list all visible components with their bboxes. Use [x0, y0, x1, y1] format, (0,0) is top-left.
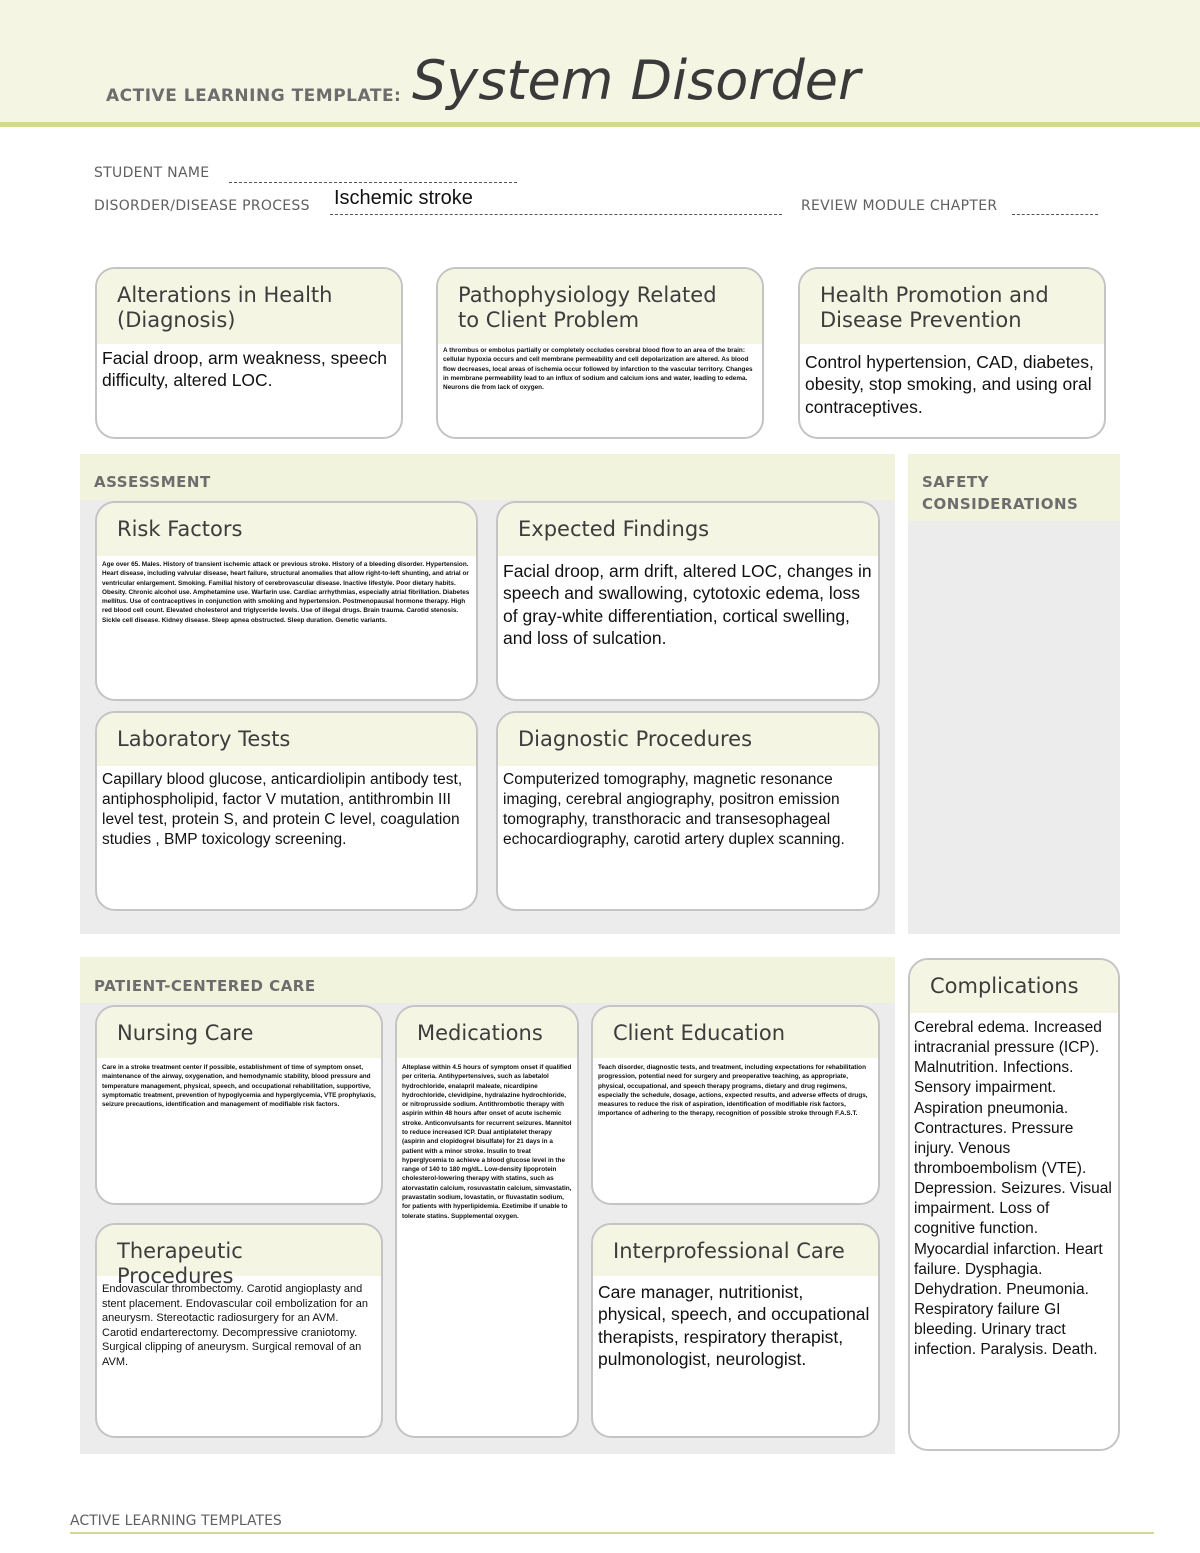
- safety-label: SAFETY CONSIDERATIONS: [922, 473, 1079, 513]
- risk-factors-body: Age over 65. Males. History of transient ischemic attack or previous stroke. History of a bleeding disorder. Hypertension. Heart disease, including valvular disease, heart failure, structural anomalies that allow right-to-left shunting, and atrial or ventricular enlargement. Smoking. Familial history of cerebrovascular disease. Inactive lifestyle. Poor dietary habits. Obesity. Chronic alcohol use. Amphetamine use. Warfarin use. Cardiac arrhythmias, especially atrial fibrillation. Diabetes mellitus. Use of contraceptives in conjunction with smoking and hypertension. Postmenopausal hormone therapy. High red blood cell count. Elevated cholesterol and triglyceride levels. Use of illegal drugs. Brain trauma. Carotid stenosis. Sickle cell disease. Kidney disease. Sleep apnea obstructed. Sleep duration. Genetic variants.: [102, 561, 470, 624]
- nursing-care-body: Care in a stroke treatment center if possible, establishment of time of symptom onset, maintenance of the airway, oxygenation, and hemodynamic stability, blood pressure and temperature management, physical, speech, and occupational rehabilitation, supportive, symptomatic treatment, prevention of hypoglycemia and hyperglycemia, VTE prophylaxis, seizure precautions, identification and management of modifiable risk factors.: [102, 1064, 376, 1109]
- laboratory-tests-card: [95, 711, 478, 911]
- disorder-field[interactable]: [330, 214, 782, 215]
- footer-divider: [70, 1532, 1154, 1534]
- laboratory-tests-body: Capillary blood glucose, anticardiolipin antibody test, antiphospholipid, factor V mutation, antithrombin III level test, protein S, and protein C level, coagulation studies , BMP toxicology screening.: [102, 771, 463, 849]
- disorder-value: Ischemic stroke: [334, 187, 473, 209]
- review-module-field[interactable]: [1012, 214, 1098, 215]
- template-title: System Disorder: [412, 49, 861, 112]
- diagnostic-procedures-card: [496, 711, 880, 911]
- pathophysiology-card: [436, 267, 764, 439]
- client-education-body: Teach disorder, diagnostic tests, and treatment, including expectations for rehabilitation progression, potential need for surgery and preoperative teaching, as appropriate, physical, occupational, and speech therapy programs, dietary and drug regimens, especially the schedule, dosage, actions, expected results, and adverse effects of drugs, measures to reduce the risk of aspiration, identification of modifiable risk factors, importance of adhering to the therapy, recognition of possible stroke through F.A.S.T.: [598, 1064, 868, 1118]
- therapeutic-procedures-card: [95, 1223, 383, 1438]
- health-promotion-card: [798, 267, 1106, 439]
- patient-care-label: PATIENT-CENTERED CARE: [94, 977, 316, 995]
- footer-label: ACTIVE LEARNING TEMPLATES: [70, 1513, 282, 1529]
- medications-card: [395, 1005, 579, 1438]
- expected-findings-body: Facial droop, arm drift, altered LOC, changes in speech and swallowing, cytotoxic edema, loss of gray-white differentiation, cortical swelling, and loss of sulcation.: [503, 561, 872, 649]
- risk-factors-title: Risk Factors: [97, 503, 476, 556]
- complications-title: Complications: [910, 960, 1118, 1013]
- expected-findings-title: Expected Findings: [498, 503, 878, 556]
- complications-body: Cerebral edema. Increased intracranial pressure (ICP). Malnutrition. Infections. Sensory impairment. Aspiration pneumonia. Contractures. Pressure injury. Venous thromboembolism (VTE). Depression. Seizures. Visual impairment. Loss of cognitive function. Myocardial infarction. Heart failure. Dysphagia. Dehydration. Pneumonia. Respiratory failure GI bleeding. Urinary tract infection. Paralysis. Death.: [914, 1019, 1112, 1359]
- medications-body: Alteplase within 4.5 hours of symptom onset if qualified per criteria. Antihypertensives, such as labetalol hydrochloride, enalapril maleate, nicardipine hydrochloride, clevidipine, hydralazine hydrochloride, or nitroprusside sodium. Antithrombotic therapy with aspirin within 48 hours after onset of acute ischemic stroke. Anticonvulsants for recurrent seizures. Mannitol to reduce increased ICP. Dual antiplatelet therapy (aspirin and clopidogrel bisulfate) for 21 days in a patient with a minor stroke. Insulin to treat hyperglycemia to achieve a blood glucose level in the range of 140 to 180 mg/dL. Low-density lipoprotein cholesterol-lowering therapy with statins, such as atorvastatin calcium, rosuvastatin calcium, simvastatin, pravastatin sodium, lovastatin, or fluvastatin sodium, for patients with hyperlipidemia. Ezetimibe if unable to tolerate statins. Supplemental oxygen.: [402, 1064, 572, 1220]
- therapeutic-procedures-title: Therapeutic Procedures: [97, 1225, 381, 1276]
- diagnostic-procedures-body: Computerized tomography, magnetic resonance imaging, cerebral angiography, positron emission tomography, transthoracic and transesophageal echocardiography, carotid artery duplex scanning.: [503, 771, 845, 849]
- interprofessional-care-body: Care manager, nutritionist, physical, speech, and occupational therapists, respiratory therapist, pulmonologist, neurologist.: [598, 1282, 870, 1370]
- complications-card: [908, 958, 1120, 1451]
- student-name-field[interactable]: [229, 182, 517, 183]
- health-promotion-title: Health Promotion and Disease Prevention: [800, 269, 1104, 344]
- review-module-label: REVIEW MODULE CHAPTER: [801, 198, 998, 214]
- alterations-title: Alterations in Health (Diagnosis): [97, 269, 401, 344]
- alterations-body: Facial droop, arm weakness, speech difficulty, altered LOC.: [102, 348, 387, 391]
- risk-factors-card: [95, 501, 478, 701]
- safety-panel: [908, 454, 1120, 934]
- client-education-card: [591, 1005, 880, 1205]
- nursing-care-card: [95, 1005, 383, 1205]
- header-divider: [0, 122, 1200, 127]
- pathophysiology-title: Pathophysiology Related to Client Problem: [438, 269, 762, 344]
- client-education-title: Client Education: [593, 1007, 878, 1058]
- health-promotion-body: Control hypertension, CAD, diabetes, obesity, stop smoking, and using oral contraceptives.: [805, 352, 1094, 417]
- diagnostic-procedures-title: Diagnostic Procedures: [498, 713, 878, 766]
- interprofessional-care-title: Interprofessional Care: [593, 1225, 878, 1276]
- disorder-label: DISORDER/DISEASE PROCESS: [94, 198, 310, 214]
- template-label: ACTIVE LEARNING TEMPLATE:: [106, 86, 402, 106]
- student-name-label: STUDENT NAME: [94, 165, 210, 181]
- medications-title: Medications: [397, 1007, 577, 1058]
- pathophysiology-body: A thrombus or embolus partially or completely occludes cerebral blood flow to an area of the brain: cellular hypoxia occurs and cell membrane permeability and cell depolarization are altered. As blood flow decreases, local areas of ischemia occur followed by infarction to the vascular territory. Changes in membrane permeability lead to an influx of sodium and calcium ions and water, leading to edema. Neurons die from lack of oxygen.: [443, 347, 753, 392]
- nursing-care-title: Nursing Care: [97, 1007, 381, 1058]
- therapeutic-procedures-body: Endovascular thrombectomy. Carotid angioplasty and stent placement. Endovascular coil embolization for an aneurysm. Stereotactic radiosurgery for an AVM. Carotid endarterectomy. Decompressive craniotomy. Surgical clipping of aneurysm. Surgical removal of an AVM.: [102, 1283, 368, 1368]
- assessment-label: ASSESSMENT: [94, 473, 211, 491]
- expected-findings-card: [496, 501, 880, 701]
- laboratory-tests-title: Laboratory Tests: [97, 713, 476, 766]
- alterations-card: [95, 267, 403, 439]
- interprofessional-care-card: [591, 1223, 880, 1438]
